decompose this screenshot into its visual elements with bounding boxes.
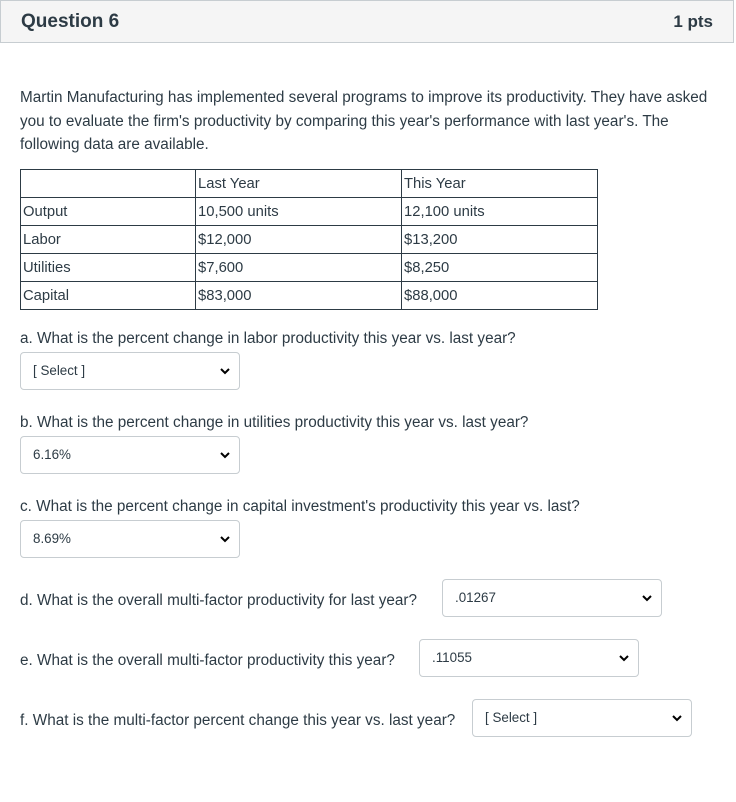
question-title: Question 6 [21,11,120,32]
chevron-down-icon [219,533,231,545]
table-cell: $8,250 [402,254,598,282]
table-row [21,254,598,282]
chevron-down-icon [641,592,653,604]
table-row [21,226,598,254]
data-table [20,169,598,310]
table-row [21,198,598,226]
table-cell: $13,200 [402,226,598,254]
table-cell: $83,000 [196,282,402,310]
answer-b-select[interactable] [20,436,240,474]
chevron-down-icon [671,712,683,724]
answer-b-value: 6.16% [33,447,71,462]
table-header-row [21,170,598,198]
answer-f-select[interactable] [472,699,692,737]
table-cell: 10,500 units [196,198,402,226]
answer-a-select[interactable] [20,352,240,390]
answer-c-select[interactable] [20,520,240,558]
table-cell: Labor [21,226,196,254]
table-cell: Utilities [21,254,196,282]
answer-a-value: [ Select ] [33,363,86,378]
answer-c-value: 8.69% [33,531,71,546]
table-header-cell: Last Year [196,170,402,198]
question-b-text: b. What is the percent change in utilities productivity this year vs. last year? [20,414,529,431]
table-header-cell [21,170,196,198]
answer-e-select[interactable] [419,639,639,677]
table-cell: $12,000 [196,226,402,254]
chevron-down-icon [219,365,231,377]
question-header [0,0,734,43]
answer-d-value: .01267 [455,590,496,605]
answer-d-select[interactable] [442,579,662,617]
chevron-down-icon [618,652,630,664]
table-cell: $88,000 [402,282,598,310]
table-row [21,282,598,310]
table-cell: Output [21,198,196,226]
question-points: 1 pts [673,12,713,31]
question-d-text: d. What is the overall multi-factor productivity for last year? [20,592,418,609]
question-f-text: f. What is the multi-factor percent change this year vs. last year? [20,712,456,729]
question-e-text: e. What is the overall multi-factor productivity this year? [20,652,395,669]
question-a-text: a. What is the percent change in labor productivity this year vs. last year? [20,330,516,347]
table-header-cell: This Year [402,170,598,198]
answer-f-value: [ Select ] [485,710,538,725]
table-cell: 12,100 units [402,198,598,226]
question-intro: Martin Manufacturing has implemented several programs to improve its productivity. They have asked you to evaluate the firm's productivity by comparing this year's performance with last year's. The following data are available. [20,89,708,153]
chevron-down-icon [219,449,231,461]
table-cell: Capital [21,282,196,310]
table-cell: $7,600 [196,254,402,282]
answer-e-value: .11055 [432,650,472,665]
question-c-text: c. What is the percent change in capital investment's productivity this year vs. last? [20,498,580,515]
